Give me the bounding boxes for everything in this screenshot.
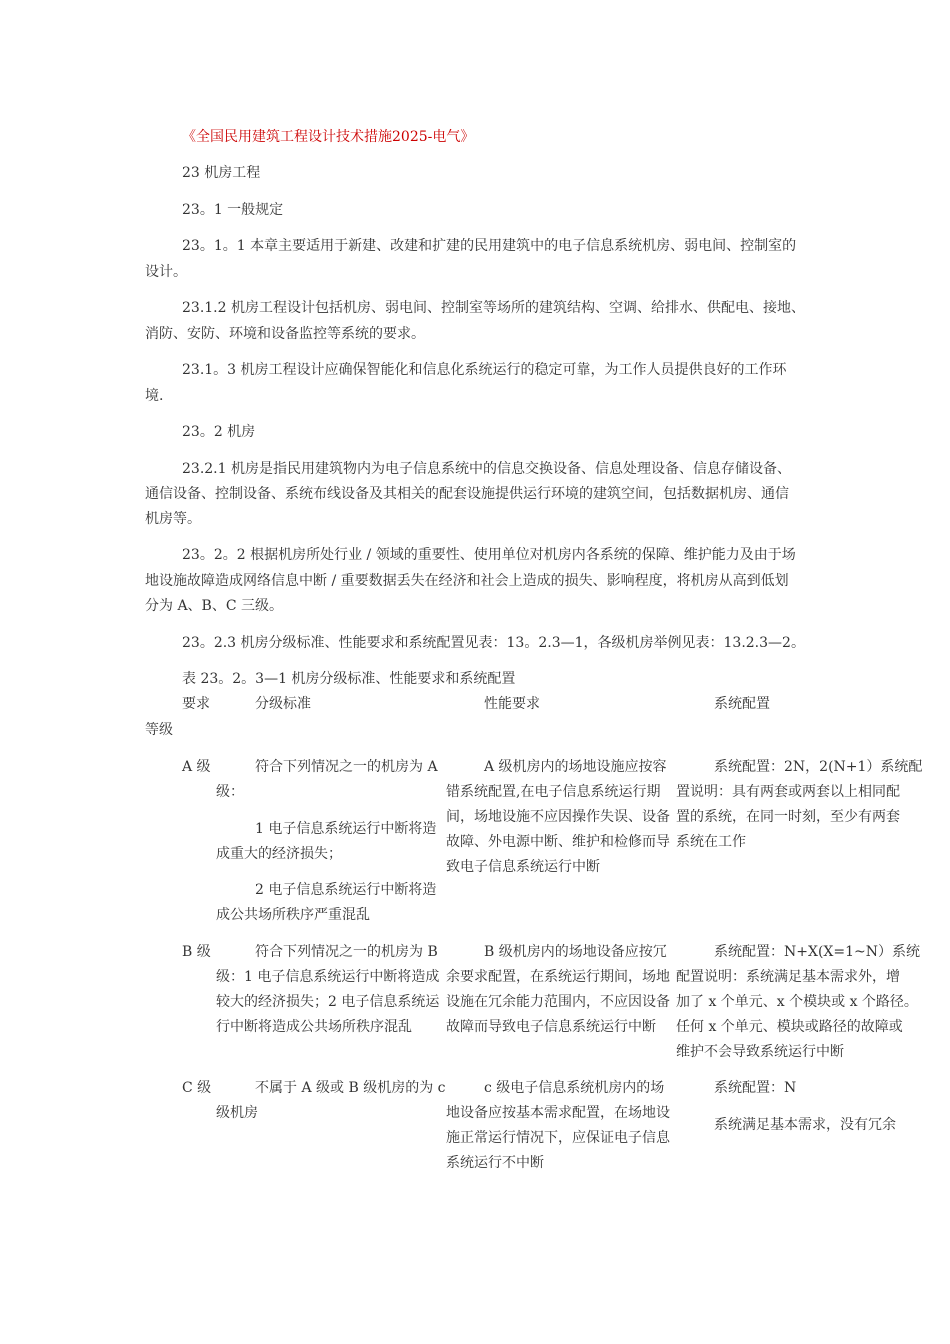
row-a-standard-line: 1 电子信息系统运行中断将造 xyxy=(255,821,437,837)
section-heading-general: 23。1 一般规定 xyxy=(182,202,284,218)
row-b-config-line: 加了 x 个单元、x 个模块或 x 个路径。 xyxy=(676,994,918,1010)
row-c-performance-line: 施正常运行情况下，应保证电子信息 xyxy=(446,1130,670,1146)
row-b-performance-line: 余要求配置，在系统运行期间，场地 xyxy=(446,969,670,985)
paragraph-23-2-3: 23。2.3 机房分级标准、性能要求和系统配置见表：13。2.3—1，各级机房举例见表：13.2.3—2。 xyxy=(182,635,805,651)
row-a-standard-line: 级： xyxy=(216,784,244,800)
row-c-level: C 级 xyxy=(182,1080,212,1096)
table-header-performance: 性能要求 xyxy=(484,696,540,712)
table-header-standard: 分级标准 xyxy=(255,696,311,712)
paragraph-23-2-1-line: 23.2.1 机房是指民用建筑物内为电子信息系统中的信息交换设备、信息处理设备、信息存储设备、 xyxy=(182,461,791,477)
table-caption: 表 23。2。3—1 机房分级标准、性能要求和系统配置 xyxy=(182,671,516,687)
row-a-standard-line: 成重大的经济损失； xyxy=(216,846,342,862)
row-b-config-line: 配置说明：系统满足基本需求外，增 xyxy=(676,969,900,985)
row-b-standard-line: 级：1 电子信息系统运行中断将造成 xyxy=(216,969,440,985)
document-title: 《全国民用建筑工程设计技术措施2025-电气》 xyxy=(182,129,475,145)
table-header-grade: 等级 xyxy=(145,722,173,738)
row-b-performance-line: 设施在冗余能力范围内，不应因设备 xyxy=(446,994,670,1010)
paragraph-23-2-1-line: 通信设备、控制设备、系统布线设备及其相关的配套设施提供运行环境的建筑空间，包括数据机房、通信 xyxy=(145,486,789,502)
paragraph-23-1-3-line: 境. xyxy=(145,388,164,404)
paragraph-23-2-2-line: 23。2。2 根据机房所处行业 / 领域的重要性、使用单位对机房内各系统的保障、维护能力及由于场 xyxy=(182,547,796,563)
row-a-performance-line: A 级机房内的场地设施应按容 xyxy=(484,759,667,775)
row-b-standard-line: 行中断将造成公共场所秩序混乱 xyxy=(216,1019,412,1035)
paragraph-23-1-2-line: 23.1.2 机房工程设计包括机房、弱电间、控制室等场所的建筑结构、空调、给排水、供配电、接地、 xyxy=(182,300,805,316)
paragraph-23-1-3-line: 23.1。3 机房工程设计应确保智能化和信息化系统运行的稳定可靠，为工作人员提供良好的工作环 xyxy=(182,362,787,378)
paragraph-23-2-2-line: 地设施故障造成网络信息中断 / 重要数据丢失在经济和社会上造成的损失、影响程度，将机房从高到低划 xyxy=(145,573,789,589)
row-b-performance-line: 故障而导致电子信息系统运行中断 xyxy=(446,1019,656,1035)
paragraph-23-1-1-line: 设计。 xyxy=(145,264,187,280)
row-a-performance-line: 致电子信息系统运行中断 xyxy=(446,859,600,875)
row-c-performance-line: c 级电子信息系统机房内的场 xyxy=(484,1080,665,1096)
row-a-standard-line: 2 电子信息系统运行中断将造 xyxy=(255,882,437,898)
row-a-level: A 级 xyxy=(182,759,211,775)
row-b-standard-line: 符合下列情况之一的机房为 B xyxy=(255,944,438,960)
table-header-config: 系统配置 xyxy=(714,696,770,712)
paragraph-23-2-1-line: 机房等。 xyxy=(145,511,201,527)
row-a-config-line: 系统在工作 xyxy=(676,834,746,850)
row-a-performance-line: 故障、外电源中断、维护和检修而导 xyxy=(446,834,670,850)
table-header-requirement: 要求 xyxy=(182,696,210,712)
paragraph-23-2-2-line: 分为 A、B、C 三级。 xyxy=(145,598,284,614)
row-a-performance-line: 错系统配置,在电子信息系统运行期 xyxy=(446,784,661,800)
row-b-standard-line: 较大的经济损失；2 电子信息系统运 xyxy=(216,994,440,1010)
row-a-performance-line: 间，场地设施不应因操作失误、设备 xyxy=(446,809,670,825)
row-c-standard-line: 不属于 A 级或 B 级机房的为 c xyxy=(255,1080,446,1096)
row-a-config-line: 置说明：具有两套或两套以上相同配 xyxy=(676,784,900,800)
row-c-config-line: 系统满足基本需求，没有冗余 xyxy=(714,1117,896,1133)
row-a-config-line: 系统配置：2N，2(N+1）系统配 xyxy=(714,759,923,775)
row-b-performance-line: B 级机房内的场地设备应按冗 xyxy=(484,944,667,960)
row-c-config-line: 系统配置：N xyxy=(714,1080,797,1096)
row-a-standard-line: 成公共场所秩序严重混乱 xyxy=(216,907,370,923)
row-a-standard-line: 符合下列情况之一的机房为 A xyxy=(255,759,438,775)
chapter-heading: 23 机房工程 xyxy=(182,165,261,181)
section-heading-machine-room: 23。2 机房 xyxy=(182,424,256,440)
row-b-config-line: 维护不会导致系统运行中断 xyxy=(676,1044,844,1060)
row-b-config-line: 系统配置：N+X(X=1~N）系统 xyxy=(714,944,920,960)
row-b-level: B 级 xyxy=(182,944,211,960)
row-b-config-line: 任何 x 个单元、模块或路径的故障或 xyxy=(676,1019,903,1035)
row-c-standard-line: 级机房 xyxy=(216,1105,258,1121)
row-c-performance-line: 地设备应按基本需求配置，在场地设 xyxy=(446,1105,670,1121)
row-c-performance-line: 系统运行不中断 xyxy=(446,1155,544,1171)
paragraph-23-1-1-line: 23。1。1 本章主要适用于新建、改建和扩建的民用建筑中的电子信息系统机房、弱电间、控制室的 xyxy=(182,238,797,254)
row-a-config-line: 置的系统，在同一时刻，至少有两套 xyxy=(676,809,900,825)
paragraph-23-1-2-line: 消防、安防、环境和设备监控等系统的要求。 xyxy=(145,326,425,342)
